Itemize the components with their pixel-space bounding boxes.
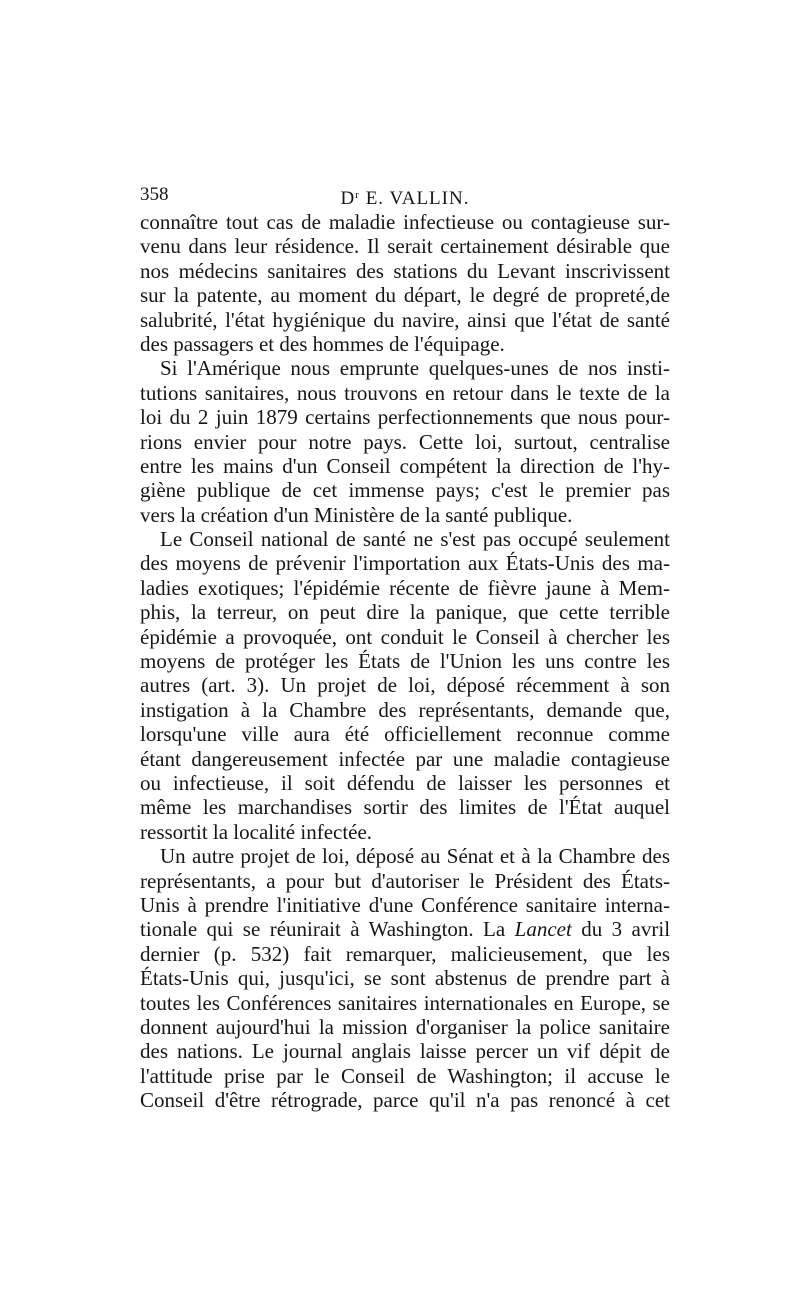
text-line: vers la création d'un Ministère de la santé publique.: [140, 502, 573, 527]
running-title: [140, 180, 670, 214]
text-line: Si l'Amérique nous emprunte quelques-unes de nos insti-: [160, 356, 670, 381]
page-number: 358: [140, 184, 169, 205]
text-line: entre les mains d'un Conseil compétent la direction de l'hy-: [140, 453, 670, 478]
running-head: [140, 180, 670, 210]
text-line: lorsqu'une ville aura été officiellement reconnue comme: [140, 722, 670, 747]
text-line: Conseil d'être rétrograde, parce qu'il n'a pas renoncé à cet: [140, 1088, 670, 1113]
text-line: tutions sanitaires, nous trouvons en retour dans le texte de la: [140, 380, 670, 405]
text-line: connaître tout cas de maladie infectieuse ou contagieuse sur-: [140, 210, 670, 234]
body-text: [140, 210, 670, 1112]
text-line: phis, la terreur, on peut dire la panique, que cette terrible: [140, 600, 670, 625]
author-name: E. VALLIN.: [365, 188, 470, 209]
text-segment: du 3 avril: [581, 917, 670, 942]
text-line: donnent aujourd'hui la mission d'organiser la police sanitaire: [140, 1014, 670, 1039]
text-line: représentants, a pour but d'autoriser le Président des États-: [140, 868, 670, 893]
text-line: dernier (p. 532) fait remarquer, malicieusement, que les: [140, 941, 670, 966]
text-line: des moyens de prévenir l'importation aux États-Unis des ma-: [140, 551, 670, 576]
text-line: des passagers et des hommes de l'équipage.: [140, 331, 505, 356]
text-line: ou infectieuse, il soit défendu de laisser les personnes et: [140, 770, 670, 795]
text-line: des nations. Le journal anglais laisse percer un vif dépit de: [140, 1039, 670, 1064]
text-line: Le Conseil national de santé ne s'est pas occupé seulement: [160, 527, 670, 552]
text-line: giène publique de cet immense pays; c'est le premier pas: [140, 478, 670, 503]
text-line: instigation à la Chambre des représentants, demande que,: [140, 697, 670, 722]
text-line: salubrité, l'état hygiénique du navire, ainsi que l'état de santé: [140, 307, 670, 332]
text-line: Un autre projet de loi, déposé au Sénat et à la Chambre des: [160, 844, 670, 869]
text-line: l'attitude prise par le Conseil de Washington; il accuse le: [140, 1063, 670, 1088]
text-line: [140, 917, 670, 941]
text-line: nos médecins sanitaires des stations du Levant inscrivissent: [140, 258, 670, 283]
text-segment: tionale qui se réunirait à Washington. La: [140, 917, 506, 942]
journal-title: Lancet: [514, 917, 572, 942]
text-line: loi du 2 juin 1879 certains perfectionnements que nous pour-: [140, 405, 670, 430]
text-line: autres (art. 3). Un projet de loi, déposé récemment à son: [140, 673, 670, 698]
author-prefix-sup: r: [355, 189, 360, 201]
text-line: étant dangereusement infectée par une maladie contagieuse: [140, 746, 670, 771]
text-line: moyens de protéger les États de l'Union les uns contre les: [140, 649, 670, 674]
text-line: Unis à prendre l'initiative d'une Conférence sanitaire interna-: [140, 892, 670, 917]
text-line: ladies exotiques; l'épidémie récente de fièvre jaune à Mem-: [140, 575, 670, 600]
text-line: sur la patente, au moment du départ, le degré de propreté,de: [140, 283, 670, 308]
text-line: rions envier pour notre pays. Cette loi, surtout, centralise: [140, 429, 670, 454]
text-line: épidémie a provoquée, ont conduit le Conseil à chercher les: [140, 624, 670, 649]
text-line: États-Unis qui, jusqu'ici, se sont abstenus de prendre part à: [140, 966, 670, 991]
author-prefix: D: [340, 188, 356, 209]
text-line: toutes les Conférences sanitaires internationales en Europe, se: [140, 990, 670, 1015]
text-line: même les marchandises sortir des limites de l'État auquel: [140, 795, 670, 820]
text-line: ressortit la localité infectée.: [140, 819, 373, 844]
text-line: venu dans leur résidence. Il serait certainement désirable que: [140, 234, 670, 259]
